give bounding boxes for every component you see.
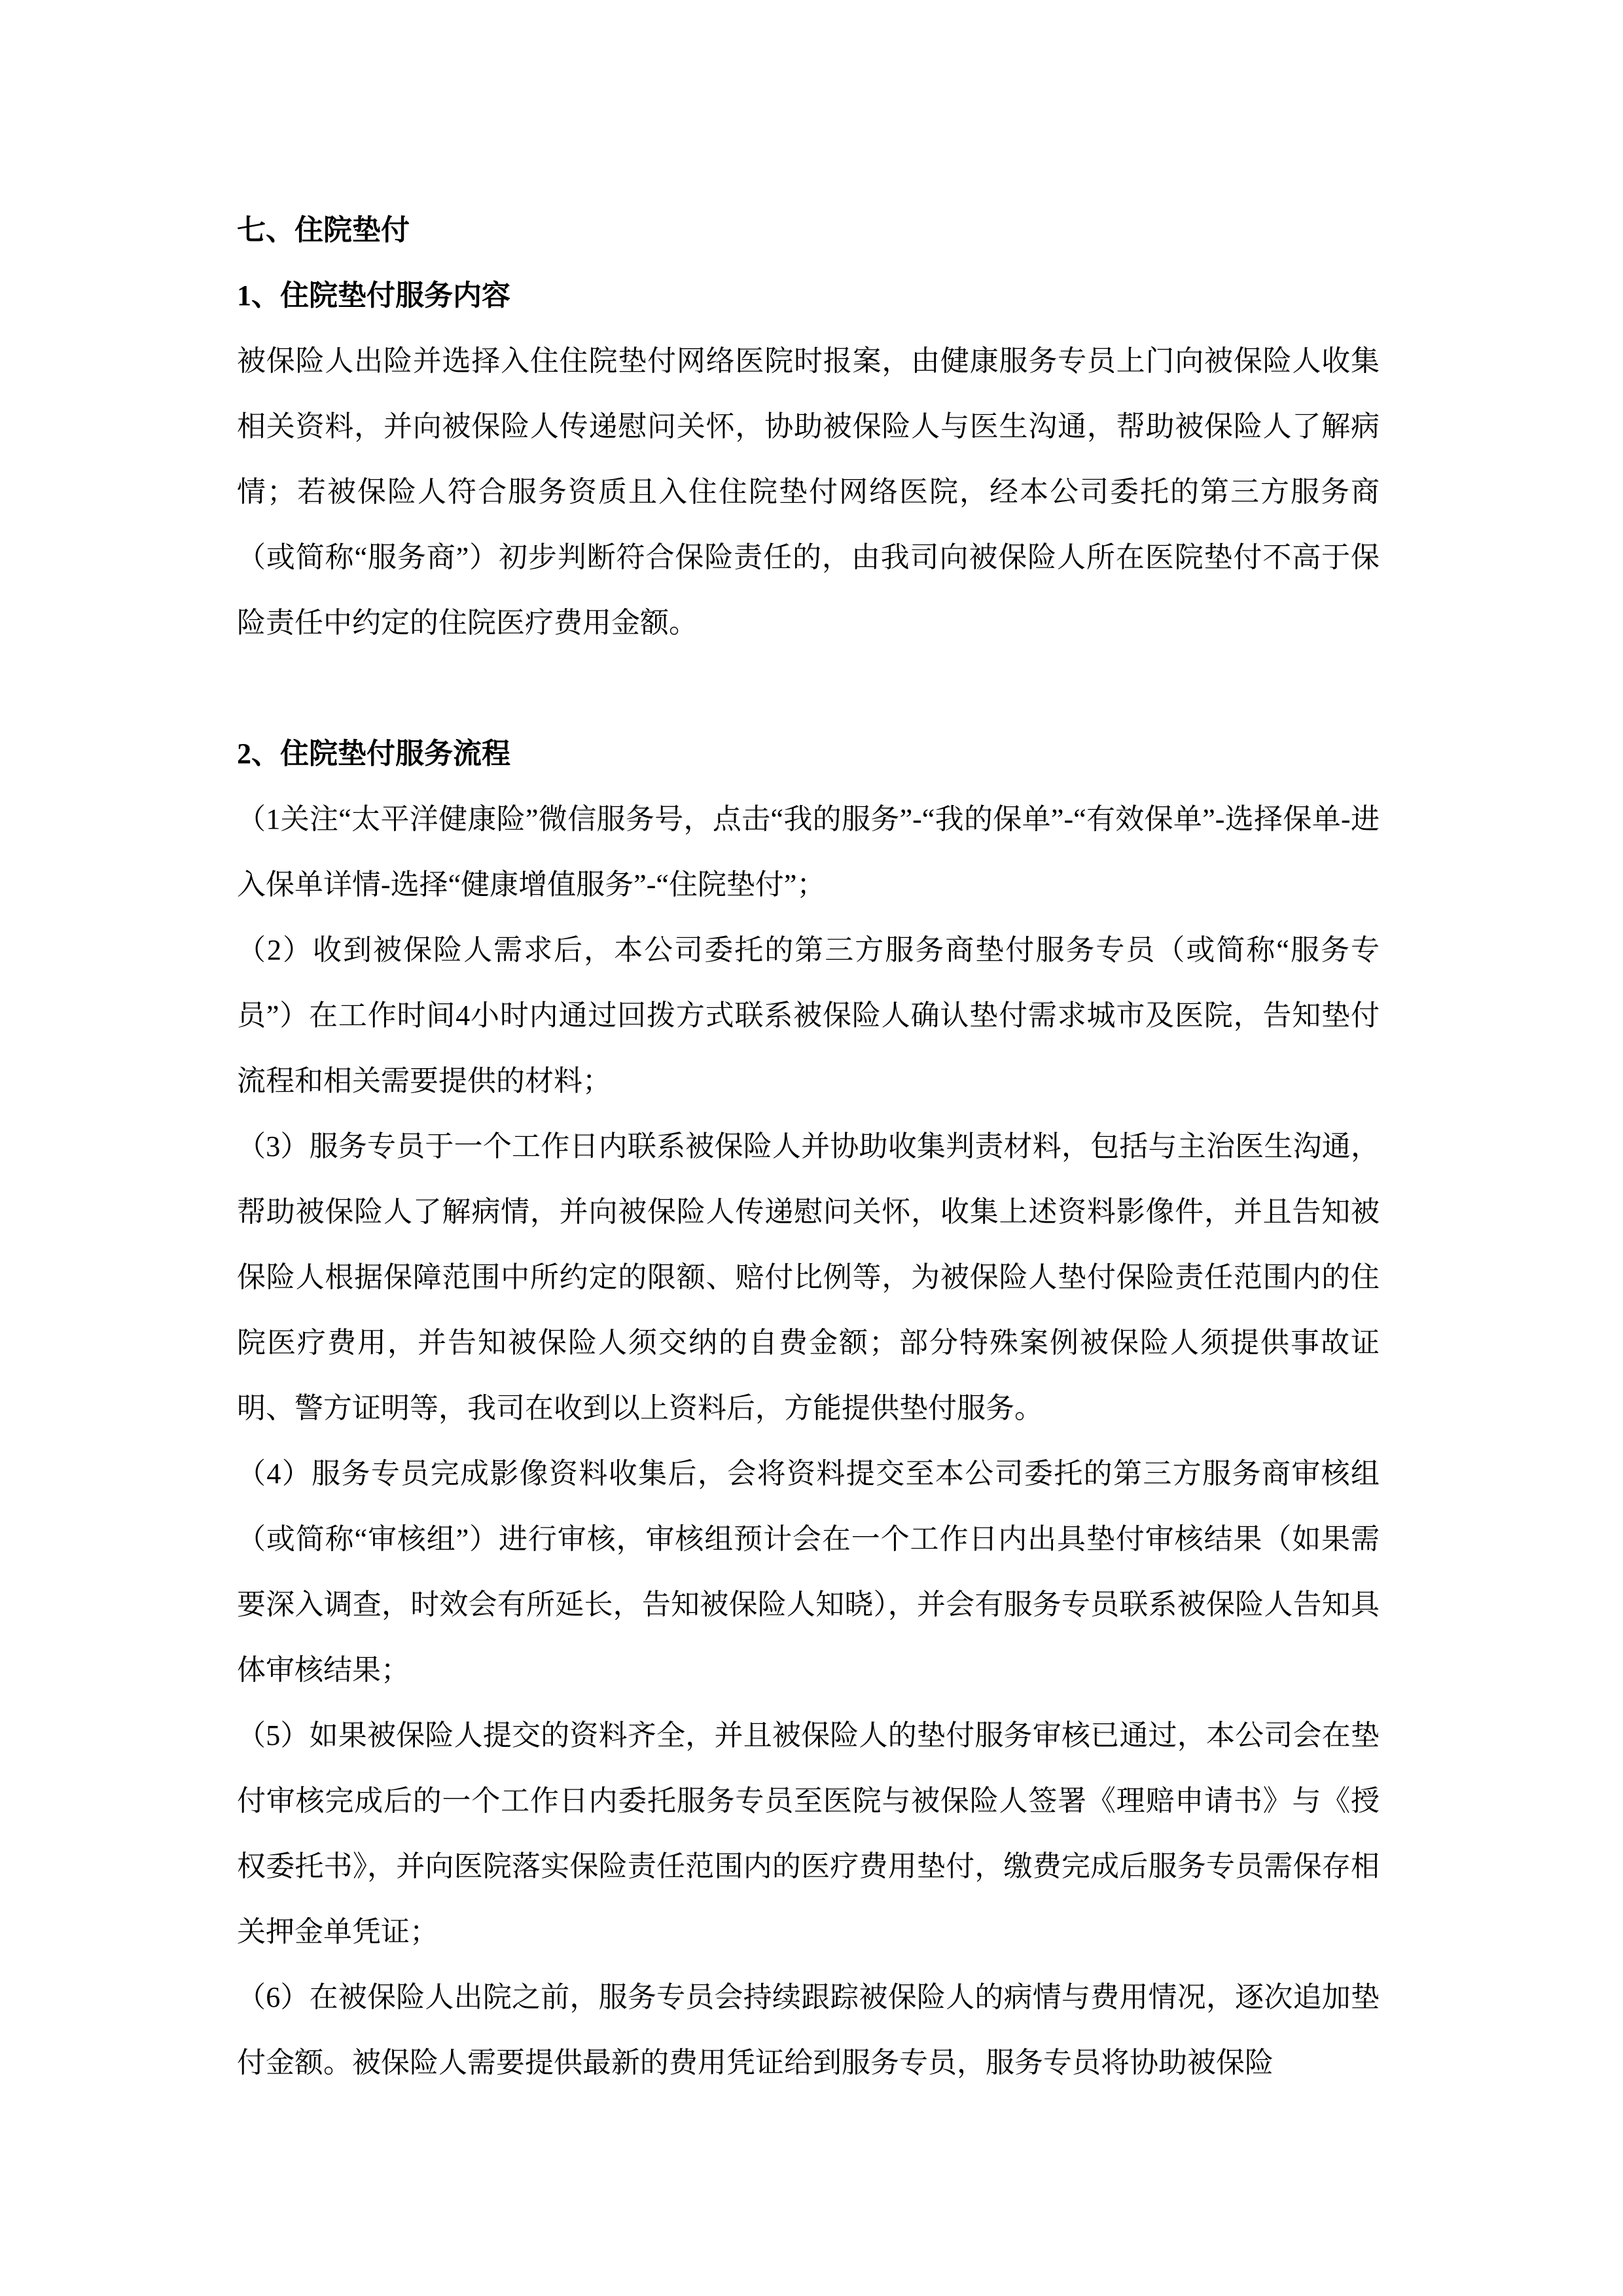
blank-line-spacer [237, 656, 1380, 721]
chapter-heading: 七、住院垫付 [237, 214, 410, 246]
section-1-heading: 1、住院垫付服务内容 [237, 279, 510, 312]
document-content [237, 198, 1380, 2096]
section-2-step-4: （4）服务专员完成影像资料收集后，会将资料提交至本公司委托的第三方服务商审核组（或简称“审核组”）进行审核，审核组预计会在一个工作日内出具垫付审核结果（如果需要深入调查，时效会有所延长，告知被保险人知晓），并会有服务专员联系被保险人告知具体审核结果； [237, 1458, 1380, 1686]
section-2-step-5: （5）如果被保险人提交的资料齐全，并且被保险人的垫付服务审核已通过，本公司会在垫付审核完成后的一个工作日内委托服务专员至医院与被保险人签署《理赔申请书》与《授权委托书》，并向医院落实保险责任范围内的医疗费用垫付，缴费完成后服务专员需保存相关押金单凭证； [237, 1719, 1380, 1948]
section-2-step-6: （6）在被保险人出院之前，服务专员会持续跟踪被保险人的病情与费用情况，逐次追加垫付金额。被保险人需要提供最新的费用凭证给到服务专员，服务专员将协助被保险 [237, 1981, 1380, 2079]
section-2-step-3: （3）服务专员于一个工作日内联系被保险人并协助收集判责材料，包括与主治医生沟通，帮助被保险人了解病情，并向被保险人传递慰问关怀，收集上述资料影像件，并且告知被保险人根据保障范围中所约定的限额、赔付比例等，为被保险人垫付保险责任范围内的住院医疗费用，并告知被保险人须交纳的自费金额；部分特殊案例被保险人须提供事故证明、警方证明等，我司在收到以上资料后，方能提供垫付服务。 [237, 1130, 1380, 1424]
section-1-paragraph: 被保险人出险并选择入住住院垫付网络医院时报案，由健康服务专员上门向被保险人收集相关资料，并向被保险人传递慰问关怀，协助被保险人与医生沟通，帮助被保险人了解病情；若被保险人符合服务资质且入住住院垫付网络医院，经本公司委托的第三方服务商（或简称“服务商”）初步判断符合保险责任的，由我司向被保险人所在医院垫付不高于保险责任中约定的住院医疗费用金额。 [237, 345, 1380, 639]
section-2-heading: 2、住院垫付服务流程 [237, 738, 510, 770]
section-2-step-2: （2）收到被保险人需求后，本公司委托的第三方服务商垫付服务专员（或简称“服务专员”）在工作时间4小时内通过回拨方式联系被保险人确认垫付需求城市及医院，告知垫付流程和相关需要提供的材料； [237, 934, 1380, 1097]
section-2-step-1: （1关注“太平洋健康险”微信服务号，点击“我的服务”-“我的保单”-“有效保单”-选择保单-进入保单详情-选择“健康增值服务”-“住院垫付”； [237, 803, 1380, 901]
